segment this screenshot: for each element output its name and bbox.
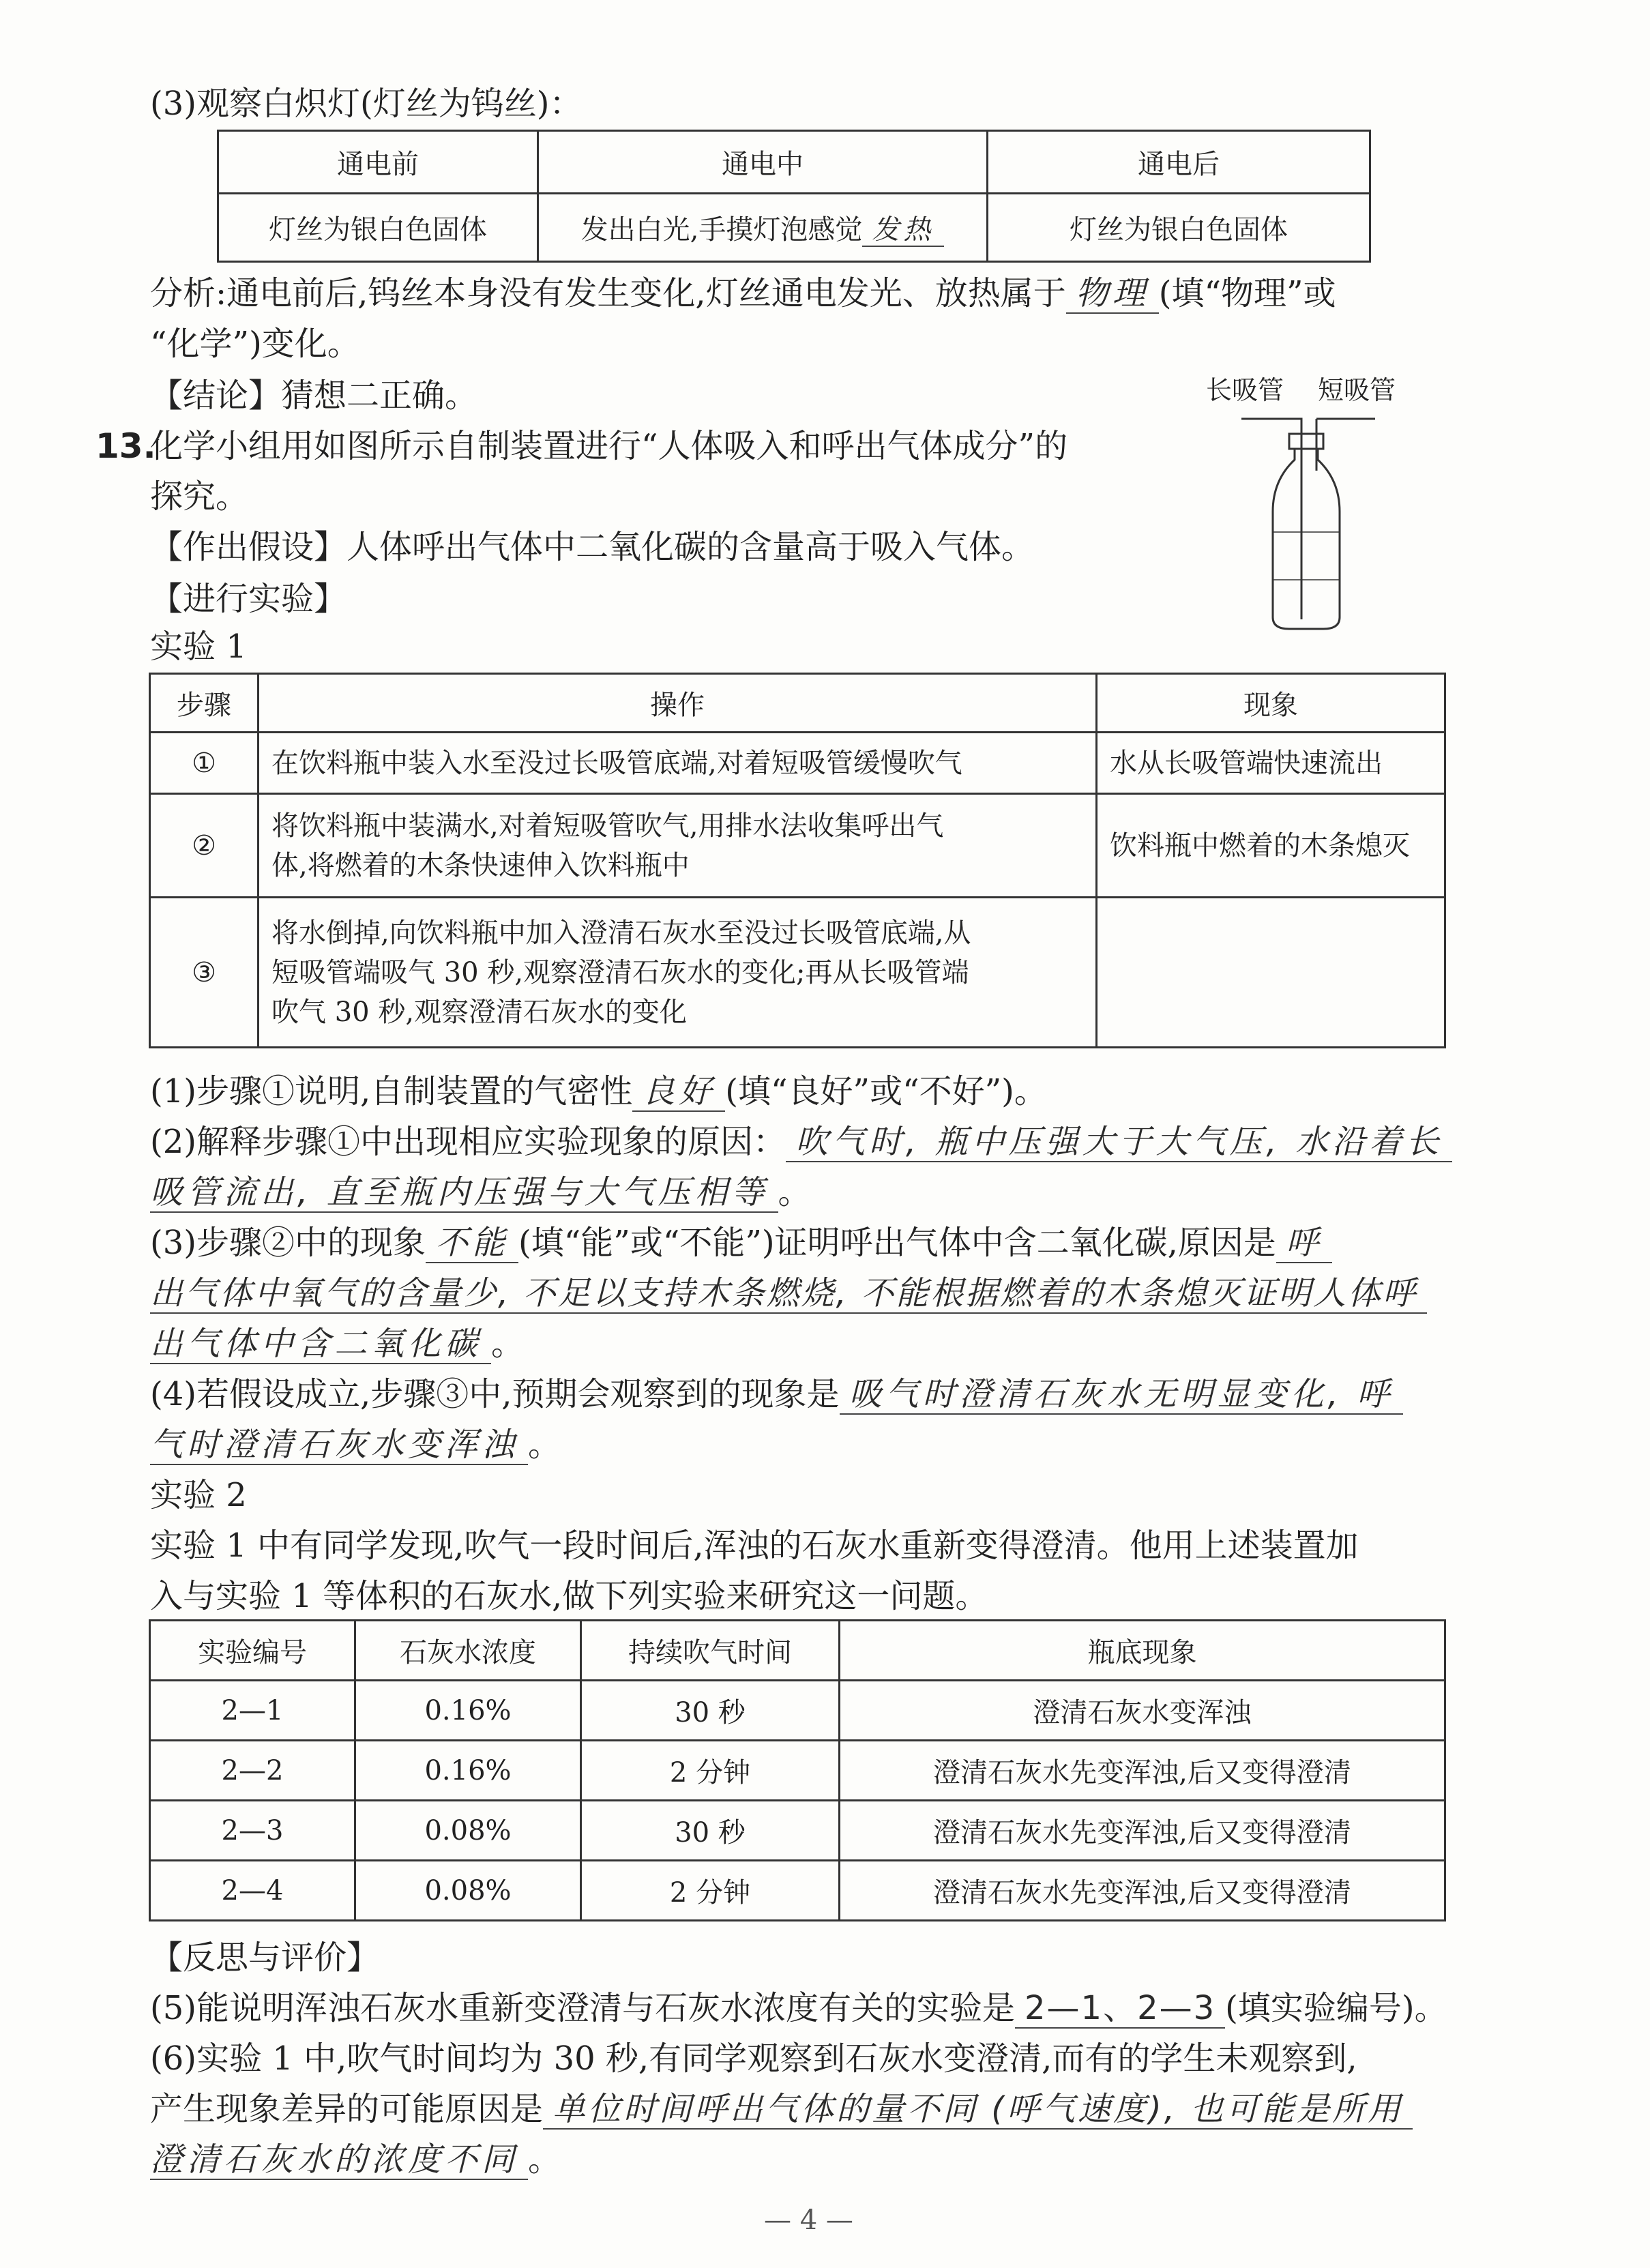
exp2-cell-phenomenon: 澄清石灰水先变浑浊,后又变得澄清 <box>840 1801 1445 1861</box>
q13-hypothesis: 【作出假设】人体呼出气体中二氧化碳的含量高于吸入气体。 <box>150 528 1035 566</box>
exp2-row <box>150 1801 1445 1861</box>
lamp-header-before: 通电前 <box>218 131 538 194</box>
q13-item3-line3 <box>150 1322 524 1366</box>
q12-analysis-line2: “化学”)变化。 <box>150 325 360 363</box>
lamp-answer-blank: 发热 <box>862 214 944 247</box>
exp2-cell-id: 2—2 <box>150 1741 355 1801</box>
exp2-cell-id: 2—3 <box>150 1801 355 1861</box>
label-short-straw: 短吸管 <box>1318 375 1396 405</box>
lamp-header-during: 通电中 <box>538 131 988 194</box>
q12-item3-title: (3)观察白炽灯(灯丝为钨丝)： <box>150 85 583 123</box>
exp1-step: ① <box>150 733 259 794</box>
q13-intro-2: 探究。 <box>150 477 249 516</box>
exp2-table <box>149 1619 1446 1921</box>
q13-item5-pre: (5)能说明浑浊石灰水重新变澄清与石灰水浓度有关的实验是 <box>150 1989 1015 2027</box>
q13-item3-reason-blank-3: 出气体中含二氧化碳 <box>150 1325 491 1364</box>
exp2-cell-id: 2—1 <box>150 1681 355 1741</box>
q13-item6-post: 。 <box>528 2140 561 2179</box>
q12-analysis-post: (填“物理”或 <box>1158 274 1336 312</box>
q13-item3-line2 <box>150 1271 1427 1315</box>
exp1-op <box>259 794 1097 898</box>
exp2-intro-1: 实验 1 中有同学发现,吹气一段时间后,浑浊的石灰水重新变得澄清。他用上述装置加 <box>150 1527 1359 1565</box>
exp1-step: ③ <box>150 898 259 1048</box>
q13-item1-pre: (1)步骤①说明,自制装置的气密性 <box>150 1072 633 1110</box>
q13-item2-blank-1: 吹气时, 瓶中压强大于大气压, 水沿着长 <box>786 1123 1452 1162</box>
exp1-header-result: 现象 <box>1097 674 1445 733</box>
exp1-op-line: 将水倒掉,向饮料瓶中加入澄清石灰水至没过长吸管底端,从 <box>271 917 971 949</box>
q12-analysis-blank: 物理 <box>1066 274 1159 314</box>
q13-item1-blank: 良好 <box>632 1072 725 1112</box>
q13-item3-pre: (3)步骤②中的现象 <box>150 1224 426 1262</box>
exp2-intro-2: 入与实验 1 等体积的石灰水,做下列实验来研究这一问题。 <box>150 1577 988 1615</box>
exp2-row <box>150 1861 1445 1921</box>
q13-item3-post: 。 <box>491 1325 525 1363</box>
exp2-cell-phenomenon: 澄清石灰水变浑浊 <box>840 1681 1445 1741</box>
q13-item3-blank: 不能 <box>426 1224 518 1263</box>
q13-item1 <box>150 1070 1047 1113</box>
q13-item3-mid: (填“能”或“不能”)证明呼出气体中含二氧化碳,原因是 <box>518 1224 1276 1262</box>
q13-item6-blank-2: 澄清石灰水的浓度不同 <box>150 2140 528 2180</box>
exp2-cell-duration: 2 分钟 <box>581 1741 840 1801</box>
lamp-table <box>217 130 1371 263</box>
exp2-cell-duration: 30 秒 <box>581 1801 840 1861</box>
q13-item5-post: (填实验编号)。 <box>1225 1989 1447 2027</box>
q13-experiment-heading: 【进行实验】 <box>150 580 347 618</box>
exp1-op <box>259 898 1097 1048</box>
q13-item4 <box>150 1372 1403 1416</box>
q13-item2-pre: (2)解释步骤①中出现相应实验现象的原因： <box>150 1123 786 1161</box>
exp2-cell-phenomenon: 澄清石灰水先变浑浊,后又变得澄清 <box>840 1741 1445 1801</box>
exp2-header-phenomenon: 瓶底现象 <box>840 1621 1445 1681</box>
q13-item4-pre: (4)若假设成立,步骤③中,预期会观察到的现象是 <box>150 1375 840 1413</box>
q13-item2-post: 。 <box>778 1173 811 1211</box>
q13-item6-line3 <box>150 2138 561 2181</box>
q13-item2 <box>150 1120 1452 1164</box>
q13-item2-line2 <box>150 1170 811 1214</box>
exp1-row <box>150 733 1445 794</box>
exp2-cell-phenomenon: 澄清石灰水先变浑浊,后又变得澄清 <box>840 1861 1445 1921</box>
lamp-cell-before: 灯丝为银白色固体 <box>218 194 538 262</box>
exp1-op: 在饮料瓶中装入水至没过长吸管底端,对着短吸管缓慢吹气 <box>259 733 1097 794</box>
exp1-op-line: 吹气 30 秒,观察澄清石灰水的变化 <box>271 996 688 1028</box>
q13-item5 <box>150 1986 1447 2030</box>
exp1-result: 水从长吸管端快速流出 <box>1097 733 1445 794</box>
exp1-row <box>150 898 1445 1048</box>
lamp-cell-during-text: 发出白光,手摸灯泡感觉 <box>580 214 863 246</box>
q13-item1-post: (填“良好”或“不好”)。 <box>725 1072 1047 1110</box>
q13-item4-blank-2: 气时澄清石灰水变浑浊 <box>150 1426 528 1465</box>
q12-conclusion: 【结论】猜想二正确。 <box>150 377 478 415</box>
exp2-row <box>150 1681 1445 1741</box>
q13-item6-line2 <box>150 2087 1413 2131</box>
exp1-table <box>149 673 1446 1048</box>
q13-item6-line1: (6)实验 1 中,吹气时间均为 30 秒,有同学观察到石灰水变澄清,而有的学生未观察到, <box>150 2039 1357 2078</box>
exp2-cell-duration: 30 秒 <box>581 1681 840 1741</box>
exp2-cell-concentration: 0.08% <box>355 1861 581 1921</box>
q13-item5-blank: 2—1、2—3 <box>1015 1989 1225 2029</box>
q13-item3 <box>150 1221 1332 1265</box>
exp2-cell-concentration: 0.16% <box>355 1741 581 1801</box>
q12-analysis-pre: 分析:通电前后,钨丝本身没有发生变化,灯丝通电发光、放热属于 <box>150 274 1066 312</box>
exp1-op-line: 短吸管端吸气 30 秒,观察澄清石灰水的变化;再从长吸管端 <box>271 956 969 988</box>
q13-intro-1: 化学小组用如图所示自制装置进行“人体吸入和呼出气体成分”的 <box>150 427 1068 465</box>
label-long-straw: 长吸管 <box>1206 375 1284 405</box>
exp2-header-id: 实验编号 <box>150 1621 355 1681</box>
bottle-apparatus-figure <box>1214 409 1405 634</box>
bottle-cap <box>1289 434 1323 449</box>
q13-item4-post: 。 <box>528 1426 561 1464</box>
exp2-title: 实验 2 <box>150 1476 247 1514</box>
exp1-step: ② <box>150 794 259 898</box>
exp2-cell-concentration: 0.08% <box>355 1801 581 1861</box>
exp1-row <box>150 794 1445 898</box>
exp2-cell-concentration: 0.16% <box>355 1681 581 1741</box>
q13-number: 13. <box>95 426 156 466</box>
q13-item6-pre: 产生现象差异的可能原因是 <box>150 2090 544 2128</box>
q13-item4-blank-1: 吸气时澄清石灰水无明显变化, 呼 <box>840 1375 1404 1415</box>
reflection-heading: 【反思与评价】 <box>150 1939 380 1977</box>
lamp-header-after: 通电后 <box>988 131 1370 194</box>
exp2-cell-duration: 2 分钟 <box>581 1861 840 1921</box>
exp1-result: 饮料瓶中燃着的木条熄灭 <box>1097 794 1445 898</box>
exp2-header-duration: 持续吹气时间 <box>581 1621 840 1681</box>
bottle-body <box>1273 449 1340 629</box>
q13-item3-reason-blank-1: 呼 <box>1276 1224 1332 1263</box>
q13-item2-blank-2: 吸管流出, 直至瓶内压强与大气压相等 <box>150 1173 778 1213</box>
q12-analysis <box>150 271 1336 315</box>
lamp-cell-after: 灯丝为银白色固体 <box>988 194 1370 262</box>
exp1-op-line: 体,将燃着的木条快速伸入饮料瓶中 <box>271 849 690 881</box>
exp1-title: 实验 1 <box>150 628 247 666</box>
q13-item3-reason-blank-2: 出气体中氧气的含量少, 不足以支持木条燃烧, 不能根据燃着的木条熄灭证明人体呼 <box>150 1274 1427 1314</box>
exp2-header-concentration: 石灰水浓度 <box>355 1621 581 1681</box>
exp1-header-op: 操作 <box>259 674 1097 733</box>
exp2-row <box>150 1741 1445 1801</box>
exp2-cell-id: 2—4 <box>150 1861 355 1921</box>
q13-item4-line2 <box>150 1423 561 1467</box>
lamp-cell-during <box>538 194 988 262</box>
exp1-header-step: 步骤 <box>150 674 259 733</box>
exp1-result <box>1097 898 1445 1048</box>
q13-item6-blank-1: 单位时间呼出气体的量不同 (呼气速度), 也可能是所用 <box>543 2090 1413 2130</box>
exp1-op-line: 将饮料瓶中装满水,对着短吸管吹气,用排水法收集呼出气 <box>271 810 944 842</box>
page-number: — 4 — <box>764 2205 853 2236</box>
